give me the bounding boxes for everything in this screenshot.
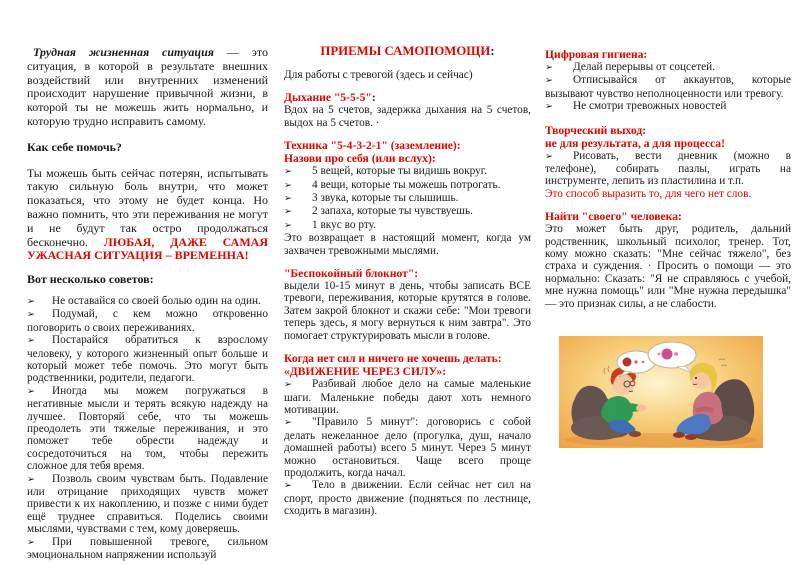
- arrow-bullet-icon: ➢: [284, 166, 292, 178]
- subtitle: Для работы с тревогой (здесь и сейчас): [284, 69, 473, 81]
- creative-note: Это способ выразить то, для чего нет слов.: [545, 187, 752, 200]
- advice-item-text: Не оставайся со своей болью один на один.: [51, 294, 261, 307]
- arrow-bullet-icon: ➢: [545, 150, 553, 162]
- digital-item: [545, 74, 791, 100]
- grounding-item-text: 1 вкус во рту.: [311, 218, 376, 231]
- arrow-bullet-icon: ➢: [284, 219, 292, 231]
- arrow-bullet-icon: ➢: [284, 206, 292, 218]
- arrow-bullet-icon: ➢: [545, 62, 553, 73]
- advice-item: [27, 385, 268, 473]
- movement-item: [284, 479, 531, 517]
- grounding-item: [284, 192, 531, 205]
- column-middle: [284, 44, 531, 518]
- intro-lead: Трудная жизненная ситуация: [33, 45, 214, 59]
- conversation-cartoon: [559, 336, 763, 448]
- movement-item-text: "Правило 5 минут": договорись с собой делать нежеланное дело (прогулка, душ, начало домашней работы) всего 5 минут. Через 5 минут можно остановиться. Чаще всего проще продолжить, когда начал.: [284, 416, 531, 479]
- arrow-bullet-icon: ➢: [27, 295, 35, 307]
- digital-hygiene-heading: Цифровая гигиена:: [545, 48, 648, 61]
- arrow-bullet-icon: ➢: [284, 193, 292, 205]
- grounding-heading: Техника "5-4-3-2-1" (заземление):: [284, 139, 461, 153]
- arrow-bullet-icon: ➢: [27, 473, 35, 485]
- grounding-item-text: 3 звука, которые ты слышишь.: [311, 192, 459, 205]
- intro-paragraph: [27, 46, 268, 129]
- arrow-bullet-icon: ➢: [284, 417, 292, 429]
- creative-heading-line2: не для результата, а для процесса!: [545, 136, 725, 150]
- digital-item: [545, 100, 791, 113]
- digital-item-text: Не смотри тревожных новостей: [572, 100, 727, 113]
- main-title: [284, 44, 531, 59]
- advice-item: [27, 308, 268, 334]
- support-talk-illustration: [559, 336, 763, 448]
- support-emphasis: ЛЮБАЯ, ДАЖЕ САМАЯ УЖАСНАЯ СИТУАЦИЯ – ВРЕМЕННА!: [27, 234, 268, 263]
- breathing-heading: Дыхание "5-5-5":: [284, 91, 376, 105]
- arrow-bullet-icon: ➢: [27, 335, 35, 347]
- breathing-body: Вдох на 5 счетов, задержка дыхания на 5 счетов, выдох на 5 счетов. ·: [284, 104, 531, 129]
- advice-item: [27, 473, 268, 536]
- advice-item: [27, 334, 268, 385]
- how-to-help-heading: Как себе помочь?: [27, 139, 122, 154]
- find-person-heading: Найти "своего" человека:: [545, 210, 682, 224]
- advice-item-text: Постарайся обратиться к взрослому человеку, у которого жизненный опыт больше и который может тебе помочь. Это могут быть родственники, родители, педагоги.: [27, 334, 268, 385]
- digital-item-text: Отписывайся от аккаунтов, которые вызывают чувство неполноценности или тревогу.: [545, 74, 791, 100]
- advice-item: [27, 536, 268, 562]
- movement-item-text: Разбивай любое дело на самые маленькие шаги. Маленькие победы дают хоть немного мотивации.: [284, 378, 531, 416]
- grounding-item: [284, 219, 531, 232]
- arrow-bullet-icon: ➢: [27, 536, 35, 548]
- movement-item: [284, 378, 531, 416]
- movement-item-text: Тело в движении. Если сейчас нет сил на спорт, просто движение (подняться по лестнице, сходить в магазин).: [284, 479, 531, 518]
- advice-item-text: Иногда мы можем погружаться в негативные мысли и терять всякую надежду на лучшее. Повторяй себе, что ты можешь преодолеть эти тяжелые переживания, и это поможет тебе обрести надежду и сосредоточиться на том, чтобы пережить сложное для тебя время.: [27, 384, 268, 473]
- arrow-bullet-icon: ➢: [545, 75, 553, 87]
- creative-item: [545, 150, 791, 188]
- arrow-bullet-icon: ➢: [27, 385, 35, 397]
- support-paragraph: [27, 167, 268, 264]
- main-title-colon: :: [490, 44, 495, 58]
- advice-item-text: Позволь своим чувствам быть. Подавление или отрицание приходящих чувств может привести к их накоплению, и позже с ними будет ещё труднее справиться. Поделись своими мыслями, чувствами с тем, кому доверяешь.: [27, 472, 268, 536]
- grounding-item: [284, 179, 531, 192]
- advice-item-text: При повышенной тревоге, сильном эмоциональном напряжении используй: [27, 535, 268, 562]
- notebook-body: выдели 10-15 минут в день, чтобы записать ВСЕ тревоги, переживания, которые крутятся в голове. Затем закрой блокнот и скажи себе: "Мои тревоги теперь здесь, я могу вернуться к ним завтра". Это помогает структурировать мысли в голове.: [284, 280, 531, 342]
- digital-item: [545, 61, 791, 74]
- main-title-text: ПРИЕМЫ САМОПОМОЩИ: [320, 44, 491, 58]
- grounding-subheading: Назови про себя (или вслух):: [284, 152, 436, 166]
- arrow-bullet-icon: ➢: [27, 309, 35, 321]
- movement-heading-line2: «ДВИЖЕНИЕ ЧЕРЕЗ СИЛУ»:: [284, 365, 447, 379]
- grounding-item: [284, 205, 531, 218]
- notebook-heading: "Беспокойный блокнот":: [284, 267, 419, 281]
- digital-item-text: Делай перерывы от соцсетей.: [572, 61, 716, 73]
- grounding-item-text: 4 вещи, которые ты можешь потрогать.: [311, 178, 501, 191]
- grounding-item: [284, 165, 531, 178]
- movement-item: [284, 416, 531, 479]
- grounding-item-text: 5 вещей, которые ты видишь вокруг.: [311, 165, 487, 178]
- advice-item-text: Подумай, с кем можно откровенно поговорить о своих переживаниях.: [27, 308, 268, 334]
- arrow-bullet-icon: ➢: [284, 480, 292, 492]
- grounding-item-text: 2 запаха, которые ты чувствуешь.: [311, 205, 473, 218]
- arrow-bullet-icon: ➢: [545, 101, 553, 113]
- support-text: Ты можешь быть сейчас потерян, испытывать такую сильную боль внутри, что может показаться, что этому не будет конца. Но важно помнить, что эти переживания не могут и не будут так остро продолжаться бесконечно.: [27, 165, 268, 249]
- column-right: [545, 48, 791, 310]
- arrow-bullet-icon: ➢: [284, 179, 292, 191]
- creative-heading-line1: Творческий выход:: [545, 123, 647, 137]
- intro-rest: — это ситуация, в которой в результате внешних воздействий или внутренних изменений происходит нарушение привычной жизни, в которой ты не можешь жить нормально, и которую трудно исправить самому.: [27, 45, 268, 128]
- arrow-bullet-icon: ➢: [284, 379, 292, 391]
- movement-heading-line1: Когда нет сил и ничего не хочешь делать:: [284, 352, 502, 366]
- creative-item-text: Рисовать, вести дневник (можно в телефоне), собирать пазлы, играть на инструменте, лепить из пластилина и т.п.: [545, 149, 791, 188]
- column-left: [27, 46, 268, 561]
- find-person-body: Это может быть друг, родитель, дальний родственник, школьный психолог, тренер. Тот, кому можно сказать: "Мне сейчас тяжело", без страха и суждения. · Просить о помощи — это нормально: Сказать: "Я не справляюсь с учебой, мне нужна помощь" или "Мне нужна передышка" — это признак силы, а не слабости.: [545, 223, 791, 310]
- grounding-note: Это возвращает в настоящий момент, когда ум захвачен тревожными мыслями.: [284, 232, 531, 257]
- advice-heading: Вот несколько советов:: [27, 272, 154, 287]
- advice-item: [27, 295, 268, 308]
